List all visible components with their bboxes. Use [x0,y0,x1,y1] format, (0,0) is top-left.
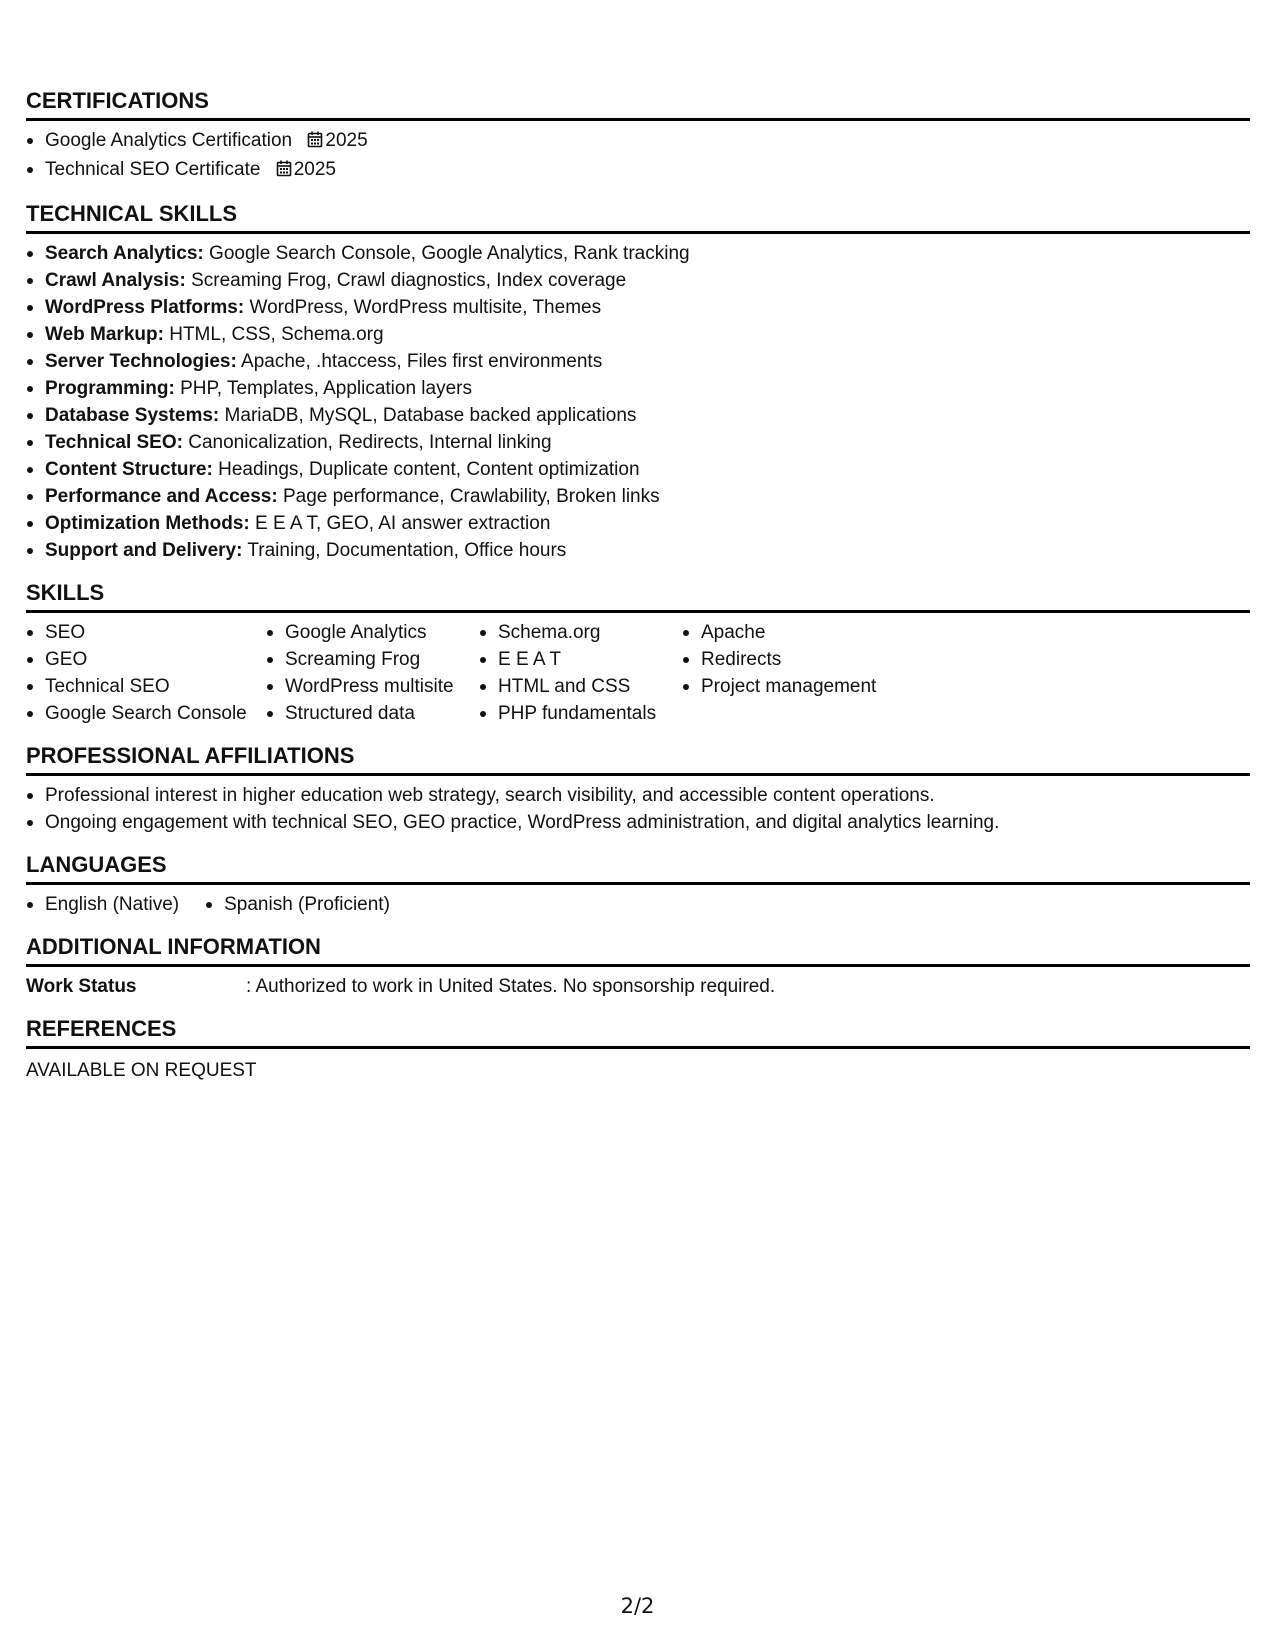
work-status-row [26,973,1250,1000]
additional-information-section [26,932,1250,1000]
skills-column [266,619,479,727]
skill-label: Database Systems: [45,405,220,426]
affiliations-heading: PROFESSIONAL AFFILIATIONS [26,741,1250,776]
skills-column [682,619,942,727]
list-item: HTML and CSS [479,673,682,700]
skill-label: Support and Delivery: [45,540,243,561]
certifications-heading: CERTIFICATIONS [26,86,1250,121]
resume-page [26,86,1250,1098]
list-item [26,348,1250,375]
skill-label: Content Structure: [45,459,213,480]
skill-label: Server Technologies: [45,351,237,372]
skills-grid [26,619,1250,727]
list-item: Screaming Frog [266,646,479,673]
list-item: Technical SEO [26,673,266,700]
technical-skills-section [26,199,1250,564]
technical-skills-heading: TECHNICAL SKILLS [26,199,1250,234]
list-item [26,375,1250,402]
additional-information-heading: ADDITIONAL INFORMATION [26,932,1250,967]
skill-value: Apache, .htaccess, Files first environments [236,351,603,372]
calendar-icon [276,158,292,185]
list-item: Structured data [266,700,479,727]
list-item: English (Native) [26,891,179,918]
languages-heading: LANGUAGES [26,850,1250,885]
skill-value: MariaDB, MySQL, Database backed applications [219,405,637,426]
list-item: Redirects [682,646,942,673]
references-text: AVAILABLE ON REQUEST [26,1060,257,1081]
list-item [26,456,1250,483]
skill-label: Crawl Analysis: [45,270,186,291]
skill-value: Page performance, Crawlability, Broken links [277,486,660,507]
skills-column [479,619,682,727]
skill-label: Search Analytics: [45,243,204,264]
list-item: GEO [26,646,266,673]
references-heading: REFERENCES [26,1014,1250,1049]
skill-value: Google Search Console, Google Analytics, Rank tracking [203,243,690,264]
list-item: WordPress multisite [266,673,479,700]
certification-year: 2025 [293,159,336,180]
list-item: Spanish (Proficient) [205,891,390,918]
certifications-section [26,86,1250,185]
list-item [26,537,1250,564]
skill-value: WordPress, WordPress multisite, Themes [244,297,602,318]
list-item: E E A T [479,646,682,673]
skills-section [26,578,1250,727]
references-section [26,1014,1250,1084]
calendar-icon [307,129,323,156]
skill-label: Optimization Methods: [45,513,250,534]
list-item: Project management [682,673,942,700]
list-item [26,483,1250,510]
certifications-list [26,127,1250,185]
list-item [26,156,1250,185]
affiliations-list [26,782,1250,836]
list-item [26,321,1250,348]
technical-skills-list [26,240,1250,564]
list-item [26,429,1250,456]
page-number: 2/2 [620,1594,655,1618]
skill-label: Performance and Access: [45,486,278,507]
skill-label: Web Markup: [45,324,164,345]
list-item: Google Analytics [266,619,479,646]
list-item: SEO [26,619,266,646]
list-item: Ongoing engagement with technical SEO, GEO practice, WordPress administration, and digital analytics learning. [26,809,1250,836]
list-item: Professional interest in higher education web strategy, search visibility, and accessible content operations. [26,782,1250,809]
skill-value: Headings, Duplicate content, Content optimization [212,459,640,480]
languages-section [26,850,1250,918]
languages-list [26,891,1250,918]
skill-value: Screaming Frog, Crawl diagnostics, Index coverage [185,270,627,291]
affiliations-section [26,741,1250,836]
list-item [26,267,1250,294]
list-item [26,294,1250,321]
work-status-label: Work Status [26,976,137,997]
list-item: Apache [682,619,942,646]
skill-value: HTML, CSS, Schema.org [163,324,384,345]
skill-value: E E A T, GEO, AI answer extraction [249,513,551,534]
certification-year: 2025 [325,130,368,151]
work-status-value: : Authorized to work in United States. No sponsorship required. [246,976,776,997]
skill-value: PHP, Templates, Application layers [174,378,472,399]
skills-heading: SKILLS [26,578,1250,613]
certification-name: Google Analytics Certification [45,130,293,151]
list-item: Google Search Console [26,700,266,727]
certification-name: Technical SEO Certificate [45,159,261,180]
list-item [26,127,1250,156]
skill-label: Programming: [45,378,175,399]
skill-value: Canonicalization, Redirects, Internal linking [182,432,552,453]
skills-column [26,619,266,727]
list-item: PHP fundamentals [479,700,682,727]
list-item [26,240,1250,267]
list-item [26,510,1250,537]
skill-value: Training, Documentation, Office hours [242,540,567,561]
list-item: Schema.org [479,619,682,646]
list-item [26,402,1250,429]
skill-label: Technical SEO: [45,432,183,453]
skill-label: WordPress Platforms: [45,297,245,318]
